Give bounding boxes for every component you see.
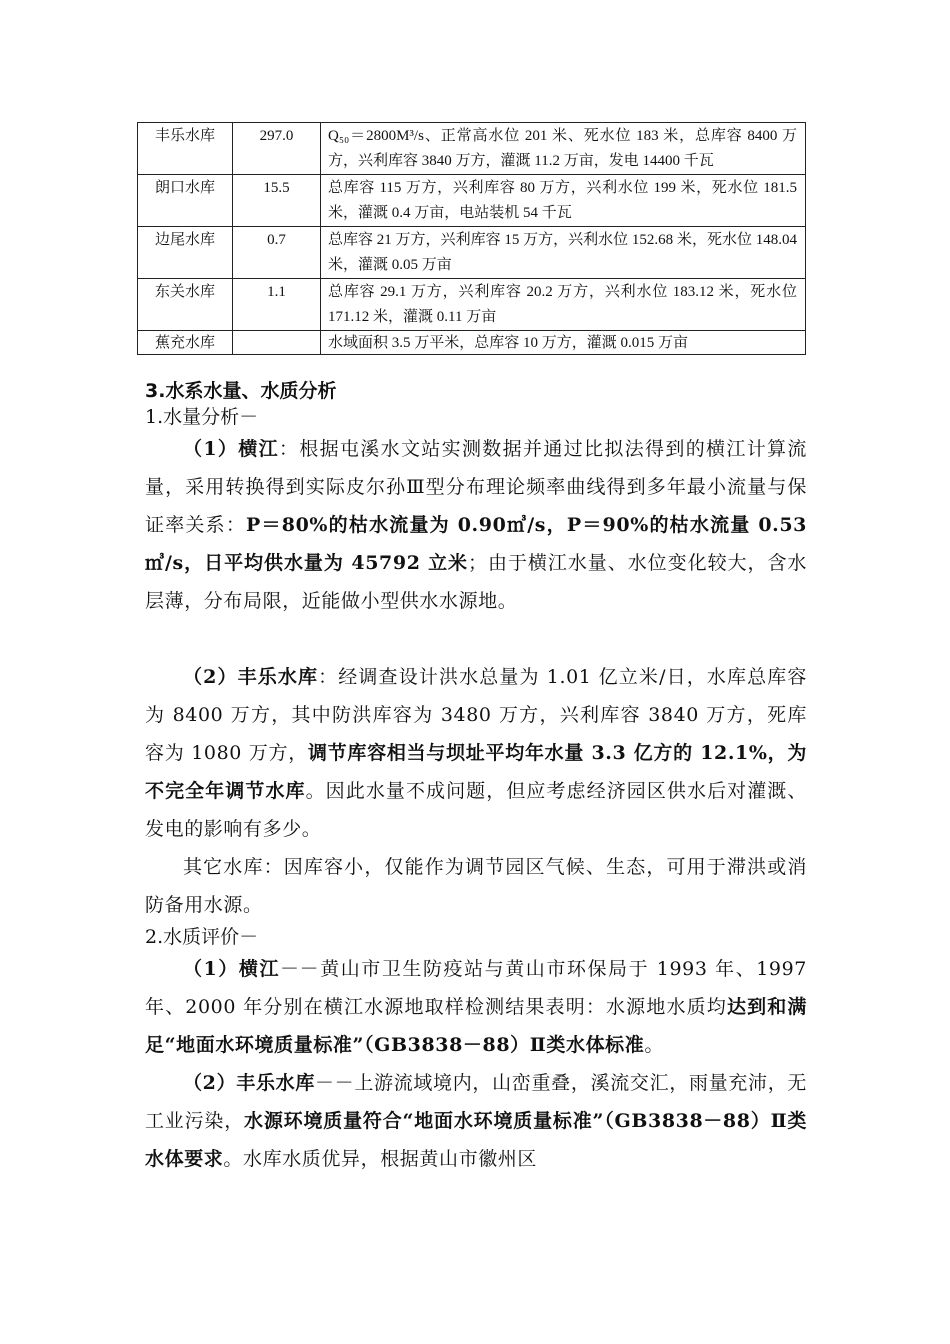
reservoir-name: 蕉充水库 <box>138 331 233 355</box>
table-row <box>138 227 806 279</box>
reservoir-name: 朗口水库 <box>138 175 233 227</box>
paragraph-lead: （2）丰乐水库 <box>183 1072 316 1094</box>
paragraph-lead: （2）丰乐水库 <box>183 666 319 688</box>
paragraph-emphasis: 达到和满足“地面水环境质量标准”（GB3838－88）Ⅱ类水体标准 <box>145 996 807 1056</box>
paragraph-hengjiang-quantity <box>145 430 807 620</box>
reservoir-description: 总库容 115 万方，兴利库容 80 万方，兴利水位 199 米，死水位 181.5 米，灌溉 0.4 万亩，电站装机 54 千瓦 <box>321 175 806 227</box>
paragraph-text: －－黄山市卫生防疫站与黄山市环保局于 1993 年、1997 年、2000 年分别在横江水源地取样检测结果表明：水源地水质均 <box>145 958 807 1018</box>
reservoir-description: 总库容 29.1 万方，兴利库容 20.2 万方，兴利水位 183.12 米，死水位 171.12 米，灌溉 0.11 万亩 <box>321 279 806 331</box>
paragraph-fengle-quantity <box>145 658 807 848</box>
table-row <box>138 175 806 227</box>
table-row <box>138 279 806 331</box>
paragraph-emphasis: 水源环境质量符合“地面水环境质量标准”（GB3838－88）Ⅱ类水体要求 <box>145 1110 807 1170</box>
paragraph-lead: （1）横江 <box>183 958 281 980</box>
reservoir-capacity: 1.1 <box>233 279 321 331</box>
reservoir-capacity: 297.0 <box>233 123 321 175</box>
reservoir-table <box>137 122 806 355</box>
reservoir-capacity: 15.5 <box>233 175 321 227</box>
paragraph-text: ；由于横江水量、水位变化较大，含水层薄，分布局限，近能做小型供水水源地。 <box>145 552 808 612</box>
reservoir-description: 总库容 21 万方，兴利库容 15 万方，兴利水位 152.68 米，死水位 148.04 米，灌溉 0.05 万亩 <box>321 227 806 279</box>
reservoir-name: 丰乐水库 <box>138 123 233 175</box>
reservoir-description: Q₅₀＝2800M³/s、正常高水位 201 米、死水位 183 米，总库容 8400 万方，兴利库容 3840 万方，灌溉 11.2 万亩，发电 14400 千瓦 <box>321 123 806 175</box>
subsection-heading-water-quality: 2.水质评价－ <box>145 926 259 948</box>
body-text <box>145 378 807 1178</box>
table-row <box>138 123 806 175</box>
reservoir-description: 水域面积 3.5 万平米，总库容 10 万方，灌溉 0.015 万亩 <box>321 331 806 355</box>
reservoir-capacity: 0.7 <box>233 227 321 279</box>
reservoir-name: 边尾水库 <box>138 227 233 279</box>
paragraph-lead: （1）横江 <box>183 438 279 460</box>
table-row <box>138 331 806 355</box>
paragraph-fengle-quality <box>145 1064 807 1178</box>
paragraph-text: 。因此水量不成问题，但应考虑经济园区供水后对灌溉、发电的影响有多少。 <box>145 780 807 840</box>
paragraph-emphasis: P＝80%的枯水流量为 0.90㎥/s，P＝90%的枯水流量 0.53 ㎥/s，日平均供水量为 45792 立米 <box>145 514 807 574</box>
paragraph-hengjiang-quality <box>145 950 807 1064</box>
paragraph-text: ：根据屯溪水文站实测数据并通过比拟法得到的横江计算流量，采用转换得到实际皮尔孙Ⅲ型分布理论频率曲线得到多年最小流量与保证率关系： <box>145 438 807 536</box>
spacer <box>145 620 807 658</box>
section-heading: 3.水系水量、水质分析 <box>145 380 337 402</box>
paragraph-emphasis: 调节库容相当与坝址平均年水量 3.3 亿方的 12.1%，为不完全年调节水库 <box>145 742 807 802</box>
subsection-heading-water-quantity: 1.水量分析－ <box>145 406 259 428</box>
paragraph-text: 。水库水质优异，根据黄山市徽州区 <box>223 1148 538 1170</box>
paragraph-text: ：经调查设计洪水总量为 1.01 亿立米/日，水库总库容为 8400 万方，其中防洪库容为 3480 万方，兴利库容 3840 万方，死库容为 1080 万方， <box>145 666 807 764</box>
paragraph-text: 。 <box>644 1034 664 1056</box>
paragraph-text: －－上游流域境内，山峦重叠，溪流交汇，雨量充沛，无工业污染， <box>145 1072 807 1132</box>
paragraph-other-reservoirs: 其它水库：因库容小，仅能作为调节园区气候、生态，可用于滞洪或消防备用水源。 <box>145 856 807 916</box>
reservoir-capacity <box>233 331 321 355</box>
reservoir-name: 东关水库 <box>138 279 233 331</box>
